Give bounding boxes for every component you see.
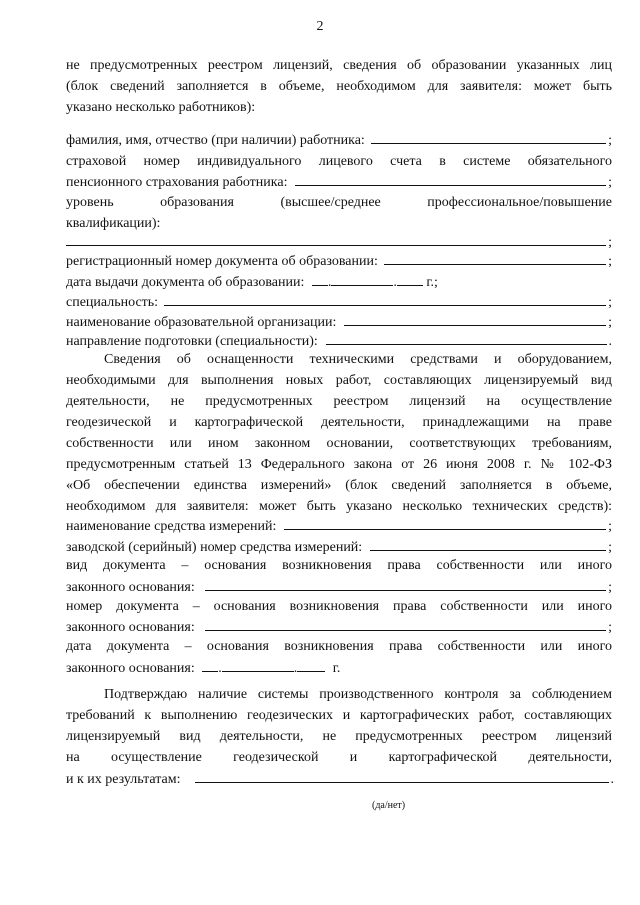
worker-doc-number-row: [66, 251, 612, 271]
equipment-doc-number-row: [66, 617, 612, 637]
equipment-doc-number-line-1: номер документа – основания возникновения права собственности или иного: [66, 599, 612, 614]
worker-snils-line-1: страховой номер индивидуального лицевого счета в системе обязательного: [66, 154, 612, 169]
equipment-paragraph-line-1: Сведения об оснащенности техническими средствами и оборудованием,: [104, 352, 612, 367]
control-answer-field[interactable]: [195, 769, 609, 783]
worker-doc-date-month[interactable]: [331, 272, 393, 286]
semicolon: ;: [608, 133, 612, 148]
equipment-doc-number-label: законного основания:: [66, 620, 195, 635]
worker-direction-row: [66, 331, 612, 351]
intro-line-3: указано несколько работников):: [66, 100, 256, 115]
intro-line-2: (блок сведений заполняется в объеме, необходимом для заявителя: может быть: [66, 79, 612, 94]
worker-specialty-label: специальность:: [66, 295, 159, 310]
control-paragraph-line-3: лицензируемый вид деятельности, не предусмотренных реестром лицензий: [66, 729, 612, 744]
worker-edu-level-field[interactable]: [66, 232, 606, 246]
equipment-doc-type-label: законного основания:: [66, 580, 195, 595]
worker-fio-label: фамилия, имя, отчество (при наличии) работника:: [66, 133, 365, 148]
intro-line-1: не предусмотренных реестром лицензий, сведения об образовании указанных лиц: [66, 58, 612, 73]
equipment-doc-date-year[interactable]: [297, 658, 325, 672]
semicolon: ;: [608, 254, 612, 269]
equipment-doc-date-line-1: дата документа – основания возникновения права собственности или иного: [66, 639, 612, 654]
date-separator: .: [293, 661, 298, 676]
equipment-doc-number-field[interactable]: [205, 617, 606, 631]
worker-snils-field[interactable]: [295, 172, 606, 186]
worker-direction-label: направление подготовки (специальности):: [66, 334, 318, 349]
worker-specialty-row: [66, 292, 612, 312]
worker-edu-level-line-2: квалификации):: [66, 216, 161, 231]
equipment-doc-type-line-1: вид документа – основания возникновения права собственности или иного: [66, 558, 612, 573]
equipment-paragraph-line-2: необходимыми для выполнения новых работ, составляющих лицензируемый вид: [66, 373, 612, 388]
equipment-name-field[interactable]: [284, 516, 606, 530]
semicolon: ;: [608, 315, 612, 330]
equipment-doc-date-suffix: г.: [332, 661, 341, 676]
date-separator: .: [218, 661, 222, 676]
equipment-serial-field[interactable]: [370, 537, 606, 551]
worker-doc-date-day[interactable]: [312, 272, 328, 286]
semicolon: ;: [608, 175, 612, 190]
worker-fio-row: [66, 130, 612, 150]
equipment-paragraph-line-3: деятельности, не предусмотренных реестром лицензий на осуществление: [66, 394, 612, 409]
equipment-paragraph-line-6: предусмотренным статьей 13 Федерального закона от 26 июня 2008 г. № 102-ФЗ: [66, 457, 612, 472]
control-paragraph-line-2: требований к выполнению геодезических и картографических работ, составляющих: [66, 708, 612, 723]
semicolon: ;: [608, 519, 612, 534]
equipment-doc-date-month[interactable]: [222, 658, 294, 672]
date-separator: .: [327, 275, 332, 290]
semicolon: ;: [608, 580, 612, 595]
worker-institution-label: наименование образовательной организации:: [66, 315, 337, 330]
worker-doc-date-row: [66, 272, 612, 292]
control-paragraph-line-1: Подтверждаю наличие системы производственного контроля за соблюдением: [104, 687, 612, 702]
worker-doc-date-suffix: г.;: [426, 275, 438, 290]
equipment-serial-row: [66, 537, 612, 557]
equipment-paragraph-line-5: собственности или ином законном основании, соответствующих требованиям,: [66, 436, 612, 451]
equipment-name-row: [66, 516, 612, 536]
equipment-paragraph-line-8: необходимом для заявителя: может быть указано несколько технических средств):: [66, 499, 612, 514]
worker-doc-date-year[interactable]: [397, 272, 423, 286]
semicolon: ;: [608, 235, 612, 250]
equipment-name-label: наименование средства измерений:: [66, 519, 277, 534]
control-answer-row: [66, 769, 614, 789]
worker-institution-row: [66, 312, 612, 332]
equipment-doc-date-label: законного основания:: [66, 661, 195, 676]
worker-snils-label: пенсионного страхования работника:: [66, 175, 288, 190]
equipment-doc-date-row: [66, 658, 612, 678]
equipment-doc-date-day[interactable]: [202, 658, 218, 672]
semicolon: ;: [608, 620, 612, 635]
answer-hint: (да/нет): [372, 800, 406, 811]
worker-direction-field[interactable]: [326, 331, 607, 345]
worker-specialty-field[interactable]: [164, 292, 606, 306]
equipment-doc-type-row: [66, 577, 612, 597]
control-paragraph-line-4: на осуществление геодезической и картографической деятельности,: [66, 750, 612, 765]
period: .: [610, 772, 614, 787]
equipment-paragraph-line-7: «Об обеспечении единства измерений» (блок сведений заполняется в объеме,: [66, 478, 612, 493]
worker-edu-level-row: [66, 232, 612, 252]
worker-doc-number-label: регистрационный номер документа об образовании:: [66, 254, 378, 269]
worker-doc-number-field[interactable]: [384, 251, 606, 265]
worker-edu-level-line-1: уровень образования (высшее/среднее профессиональное/повышение: [66, 195, 612, 210]
period: .: [608, 334, 612, 349]
semicolon: ;: [608, 295, 612, 310]
equipment-doc-type-field[interactable]: [205, 577, 606, 591]
worker-snils-row: [66, 172, 612, 192]
equipment-paragraph-line-4: геодезической и картографической деятельности, принадлежащими на праве: [66, 415, 612, 430]
worker-doc-date-label: дата выдачи документа об образовании:: [66, 275, 305, 290]
page-number: 2: [316, 19, 324, 34]
date-separator: .: [393, 275, 397, 290]
equipment-serial-label: заводской (серийный) номер средства измерений:: [66, 540, 363, 555]
worker-institution-field[interactable]: [344, 312, 606, 326]
worker-fio-field[interactable]: [371, 130, 606, 144]
control-answer-label: и к их результатам:: [66, 772, 181, 787]
semicolon: ;: [608, 540, 612, 555]
